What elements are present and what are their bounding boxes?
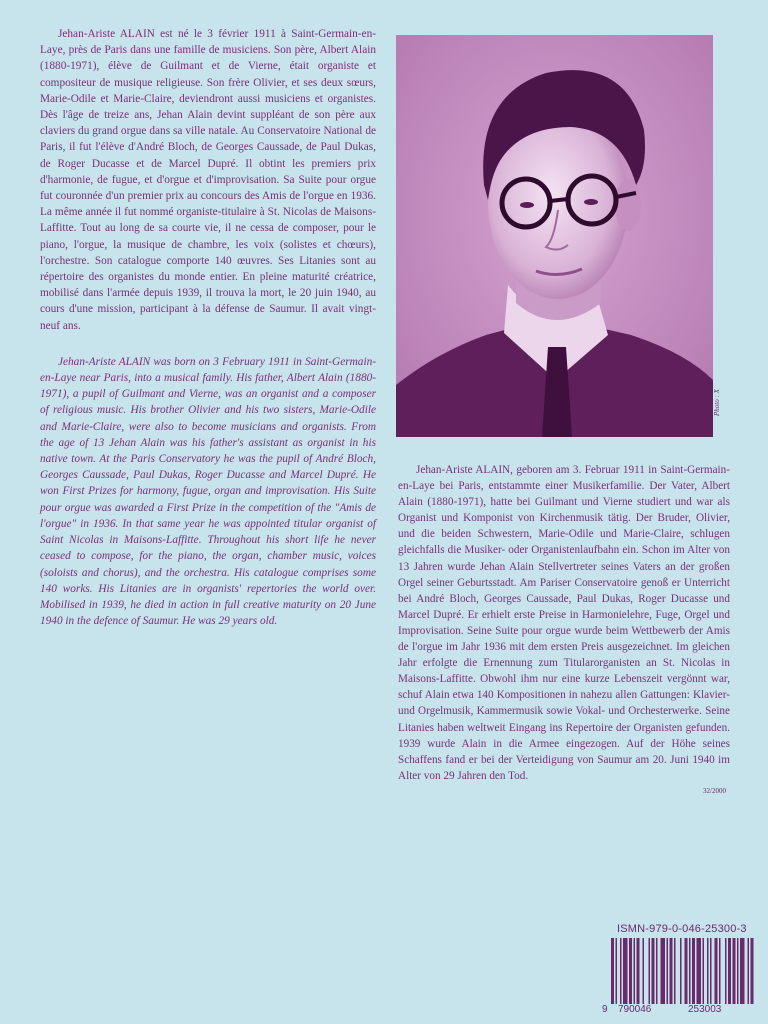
barcode-bar <box>719 938 721 1004</box>
biography-left-column <box>40 26 376 649</box>
print-code: 32/2000 <box>703 787 726 795</box>
barcode-bar <box>649 938 651 1004</box>
barcode-bar <box>674 938 676 1004</box>
barcode-bar <box>740 938 745 1004</box>
barcode-bar <box>697 938 702 1004</box>
barcode-bar <box>725 938 727 1004</box>
barcode-bar <box>616 938 618 1004</box>
barcode-digits <box>599 1004 756 1018</box>
barcode-bar <box>643 938 645 1004</box>
barcode-digit-first: 9 <box>602 1004 608 1015</box>
barcode-bar <box>751 938 754 1004</box>
barcode-bar <box>689 938 691 1004</box>
barcode-bar <box>733 938 736 1004</box>
barcode-bar <box>715 938 718 1004</box>
barcode-bar <box>707 938 709 1004</box>
barcode-bar <box>685 938 688 1004</box>
barcode-bar <box>620 938 622 1004</box>
barcode-bar <box>611 938 614 1004</box>
barcode-bar <box>629 938 632 1004</box>
barcode-bar <box>656 938 658 1004</box>
barcode-bar <box>661 938 666 1004</box>
barcode-bar <box>748 938 750 1004</box>
barcode-bar <box>652 938 655 1004</box>
barcode-bar <box>692 938 695 1004</box>
biography-french: Jehan-Ariste ALAIN est né le 3 février 1911 à Saint-Germain-en-Laye, près de Paris dans une famille de musiciens. Son père, Albert Alain (1880-1971), élève de Guilmant et de Vierne, était organiste et compositeur de musique religieuse. Son frère Olivier, et ses deux sœurs, Marie-Odile et Marie-Claire, deviendront aussi musiciens et organistes. Dès l'âge de treize ans, Jehan Alain devint suppléant de son père aux claviers du grand orgue dans sa ville natale. Au Conservatoire National de Paris, il fut l'élève d'André Bloch, de Georges Caussade, de Paul Dukas, de Roger Ducasse et de Marcel Dupré. Il obtint les premiers prix d'harmonie, de fugue, et d'orgue et d'improvisation. Sa Suite pour orgue fut couronnée d'un premier prix au concours des Amis de l'orgue en 1936. La même année il fut nommé organiste-titulaire à St. Nicolas de Maisons-Laffitte. Tout au long de sa courte vie, il ne cessa de composer, pour le piano, l'orgue, la musique de chambre, les voix (solistes et chœurs), l'orchestre. Son catalogue comporte 140 œuvres. Ses Litanies sont au répertoire des organistes du monde entier. En pleine maturité créatrice, mobilisé dans l'armée depuis 1939, il trouva la mort, le 20 juin 1940, au cours d'une mission, participant à la défense de Saumur. Il avait vingt-neuf ans. <box>40 28 376 332</box>
biography-german: Jehan-Ariste ALAIN, geboren am 3. Februar 1911 in Saint-Germain-en-Laye bei Paris, entstammte einer Musikerfamilie. Der Vater, Albert Alain (1880-1971), hatte bei Guilmant und Vierne studiert und war als Organist und Komponist von Kirchenmusik tätig. Der Bruder, Olivier, und die beiden Schwestern, Marie-Odile und Marie-Claire, schlugen gleichfalls die Musiker- oder Organistenlaufbahn ein. Schon im Alter von 13 Jahren wurde Jehan Alain Stellvertreter seines Vaters an der großen Orgel seiner Geburtsstadt. Am Pariser Conservatoire genoß er Unterricht bei André Bloch, Georges Caussade, Paul Dukas, Roger Ducasse und Marcel Dupré. Er erhielt erste Preise in Harmonielehre, Fuge, Orgel und Improvisation. Seine Suite pour orgue wurde beim Wettbewerb der Amis de l'orgue im Jahr 1936 mit dem ersten Preis ausgezeichnet. Im gleichen Jahr erfolgte die Ernennung zum Titularorganisten an St. Nicolas in Maisons-Laffitte. Obwohl ihm nur eine kurze Lebenszeit vergönnt war, schuf Alain etwa 140 Kompositionen in nahezu allen Gattungen: Klavier- und Orgelmusik, Kammermusik sowie Vokal- und Orchesterwerke. Seine Litanies haben weltweit Eingang ins Repertoire der Organisten gefunden. 1939 wurde Alain in die Armee eingezogen. Auf der Höhe seines Schaffens fand er bei der Verteidigung von Saumur am 20. Juni 1940 im Alter von 29 Jahren den Tod. <box>398 464 730 782</box>
barcode-digits-right: 253003 <box>688 1004 722 1015</box>
barcode-bar <box>667 938 669 1004</box>
barcode-bar <box>710 938 712 1004</box>
photo-credit: Photo : X <box>713 389 721 416</box>
barcode-bar <box>728 938 731 1004</box>
portrait-photo <box>396 35 713 437</box>
ismn-label: ISMN-979-0-046-25300-3 <box>617 923 747 935</box>
barcode-bar <box>680 938 682 1004</box>
barcode-bar <box>634 938 636 1004</box>
barcode-bar <box>637 938 640 1004</box>
barcode-bar <box>703 938 705 1004</box>
barcode-bar <box>737 938 739 1004</box>
barcode-digits-left: 790046 <box>618 1004 652 1015</box>
barcode-bar <box>623 938 628 1004</box>
biography-english: Jehan-Ariste ALAIN was born on 3 February 1911 in Saint-Germain-en-Laye near Paris, into a musical family. His father, Albert Alain (1880-1971), a pupil of Guilmant and Vierne, was an organist and a composer of religious music. His brother Olivier and his two sisters, Marie-Odile and Marie-Claire, were also to become musicians and organists. From the age of 13 Jehan Alain was his father's assistant as organist in his native town. At the Paris Conservatory he was the pupil of André Bloch, Georges Caussade, Paul Dukas, Roger Ducasse and Marcel Dupré. He won First Prizes for harmony, fugue, organ and improvisation. His Suite pour orgue was awarded a First Prize in the competition of the "Amis de l'orgue" in 1936. In that same year he was appointed titular organist of Saint Nicolas in Maisons-Laffitte. Throughout his short life he never ceased to compose, for the piano, the organ, chamber music, voices (soloists and chorus), and the orchestra. His catalogue comprises some 140 works. His Litanies are in organists' repertories the world over. Mobilised in 1939, he died in action in full creative maturity on 20 June 1940 in the defence of Saumur. He was 29 years old. <box>40 355 376 628</box>
biography-right-column <box>398 462 730 784</box>
portrait-image <box>396 35 713 437</box>
barcode-bar <box>670 938 673 1004</box>
